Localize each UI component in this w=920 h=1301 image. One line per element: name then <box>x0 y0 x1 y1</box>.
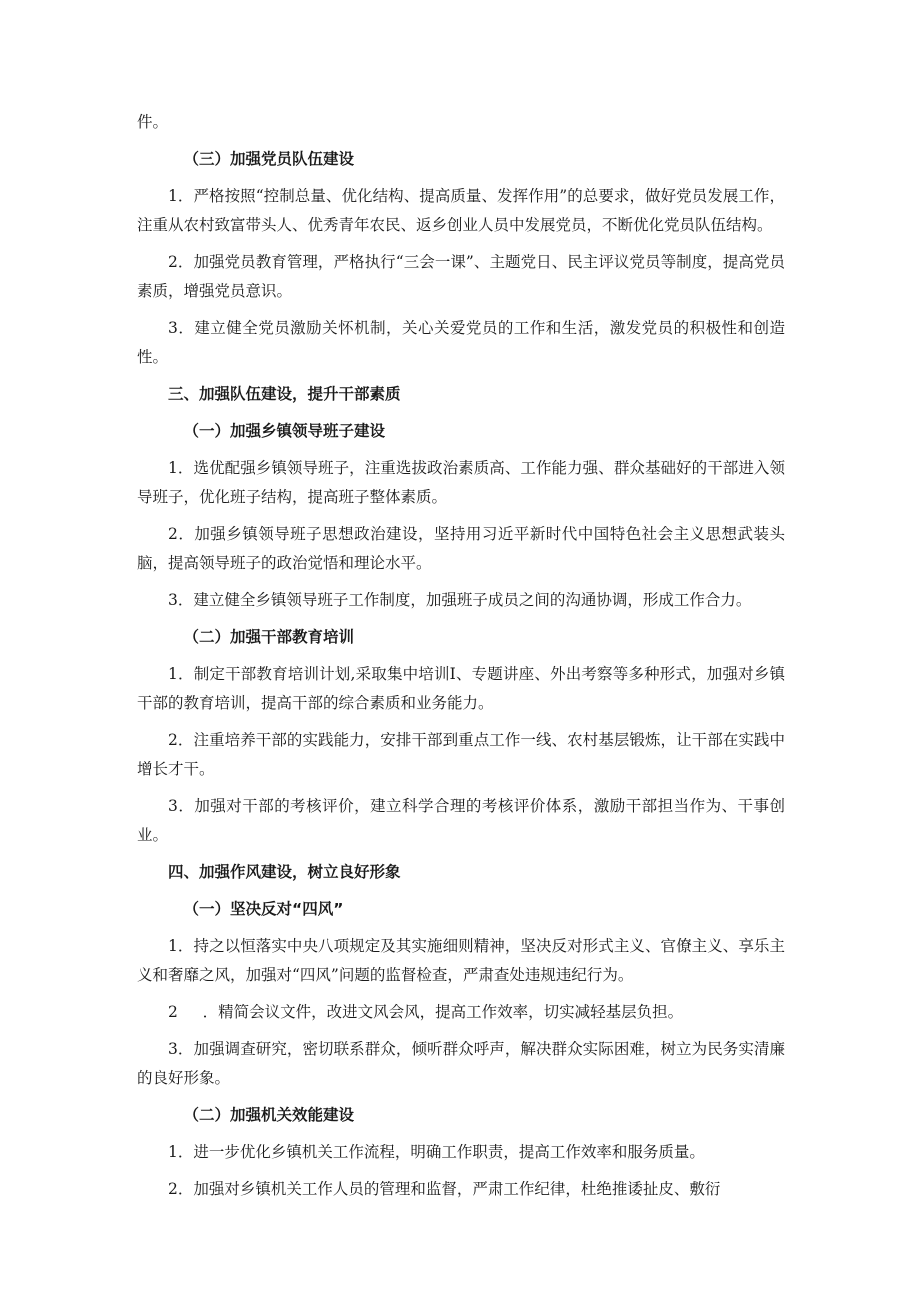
body-paragraph: 1．选优配强乡镇领导班子，注重选拔政治素质高、工作能力强、群众基础好的干部进入领导班子，优化班子结构，提高班子整体素质。 <box>137 459 785 506</box>
subheading-leadership: （一）加强乡镇领导班子建设 <box>183 422 386 440</box>
body-paragraph: 2．加强乡镇领导班子思想政治建设，坚持用习近平新时代中国特色社会主义思想武装头脑，提高领导班子的政治觉悟和理论水平。 <box>137 525 785 572</box>
item-number: 2 <box>168 1003 178 1021</box>
subheading-efficiency: （二）加强机关效能建设 <box>183 1106 355 1124</box>
body-paragraph: 1．制定干部教育培训计划,采取集中培训I、专题讲座、外出考察等多种形式，加强对乡镇干部的教育培训，提高干部的综合素质和业务能力。 <box>137 665 785 712</box>
body-paragraph: 1．严格按照“控制总量、优化结构、提高质量、发挥作用”的总要求，做好党员发展工作，注重从农村致富带头人、优秀青年农民、返乡创业人员中发展党员，不断优化党员队伍结构。 <box>137 187 785 234</box>
body-paragraph: 3．建立健全乡镇领导班子工作制度，加强班子成员之间的沟通协调，形成工作合力。 <box>168 591 752 609</box>
body-paragraph-gapped <box>137 998 785 1027</box>
body-paragraph: 3．加强调查研究，密切联系群众，倾听群众呼声，解决群众实际困难，树立为民务实清廉的良好形象。 <box>137 1040 785 1087</box>
subheading-four-winds: （一）坚决反对“四风” <box>183 900 344 918</box>
section-heading-4: 四、加强作风建设，树立良好形象 <box>168 863 401 881</box>
body-paragraph: 3．加强对干部的考核评价，建立科学合理的考核评价体系，激励干部担当作为、干事创业。 <box>137 797 785 844</box>
item-text: ．精简会议文件，改进文风会风，提高工作效率，切实减轻基层负担。 <box>202 1003 684 1021</box>
body-paragraph: 1．进一步优化乡镇机关工作流程，明确工作职责，提高工作效率和服务质量。 <box>168 1143 705 1161</box>
subheading-party-members: （三）加强党员队伍建设 <box>183 150 355 168</box>
subheading-training: （二）加强干部教育培训 <box>183 628 355 646</box>
body-paragraph: 2．加强党员教育管理，严格执行“三会一课”、主题党日、民主评议党员等制度，提高党员素质，增强党员意识。 <box>137 253 785 300</box>
document-page <box>137 108 785 1212</box>
section-heading-3: 三、加强队伍建设，提升干部素质 <box>168 385 401 403</box>
body-paragraph: 2．注重培养干部的实践能力，安排干部到重点工作一线、农村基层锻炼，让干部在实践中增长才干。 <box>137 731 785 778</box>
body-paragraph: 2．加强对乡镇机关工作人员的管理和监督，严肃工作纪律，杜绝推诿扯皮、敷衍 <box>168 1180 721 1198</box>
body-paragraph: 1．持之以恒落实中央八项规定及其实施细则精神，坚决反对形式主义、官僚主义、享乐主义和奢靡之风，加强对“四风”问题的监督检查，严肃查处违规违纪行为。 <box>137 937 785 984</box>
continuation-text: 件。 <box>137 113 169 131</box>
body-paragraph: 3．建立健全党员激励关怀机制，关心关爱党员的工作和生活，激发党员的积极性和创造性。 <box>137 319 785 366</box>
